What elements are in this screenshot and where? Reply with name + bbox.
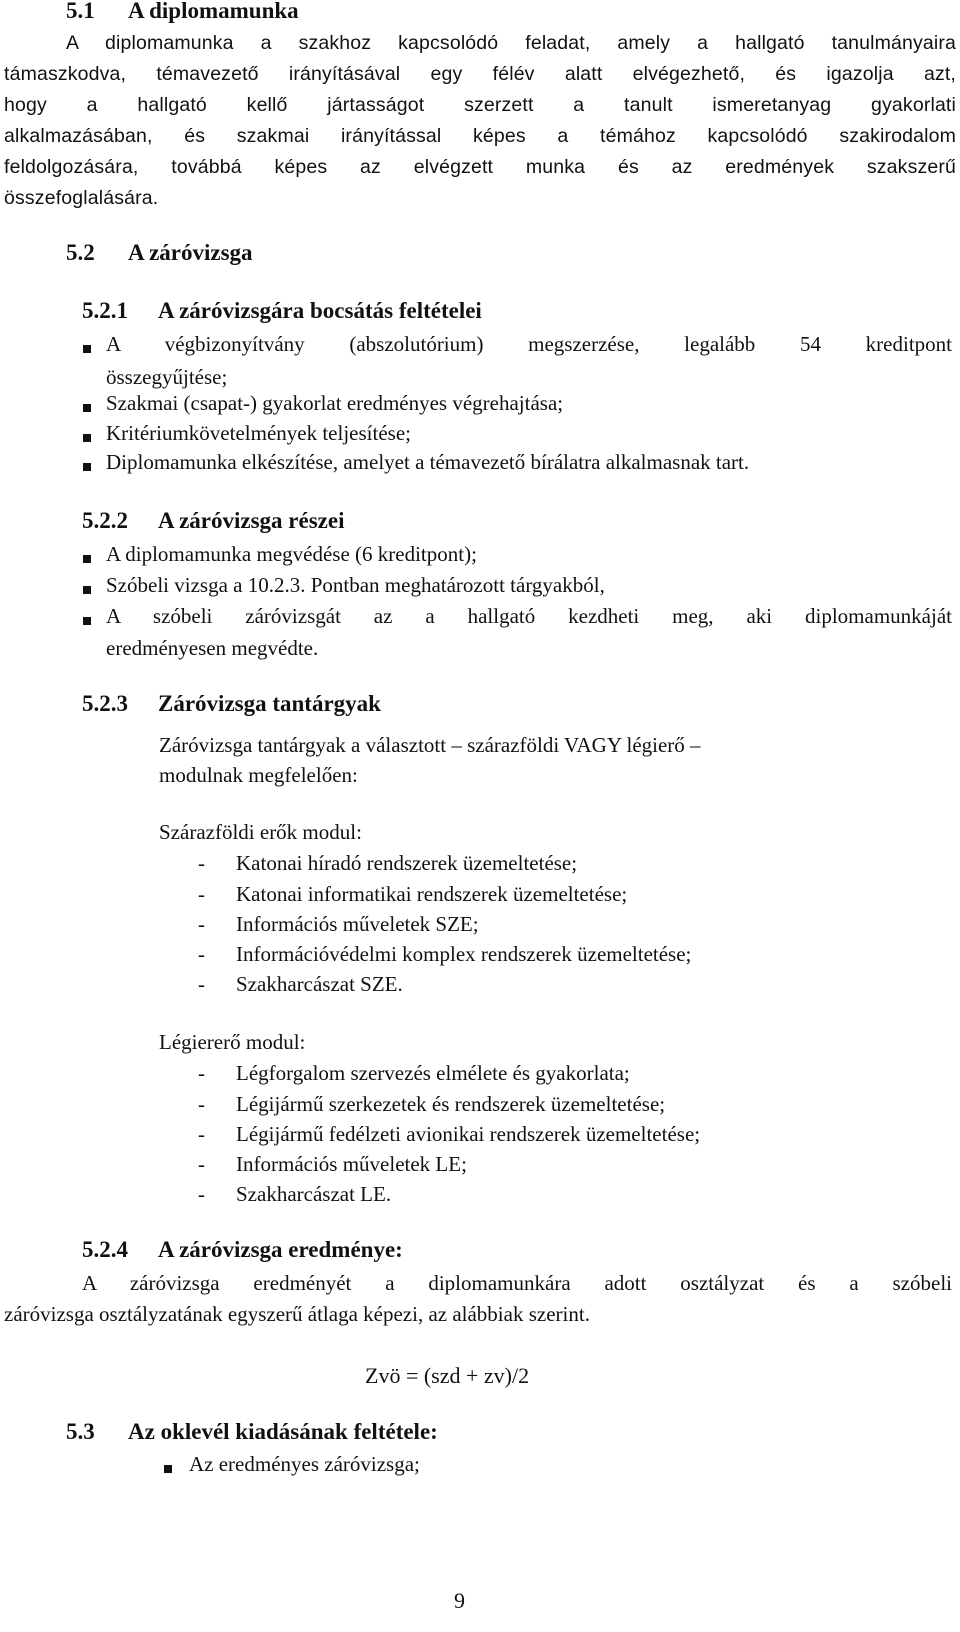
subjects-intro-line: Záróvizsga tantárgyak a választott – szárazföldi VAGY légierő – <box>159 733 701 757</box>
bullet-icon <box>83 586 91 594</box>
section-title: A záróvizsga <box>128 240 253 265</box>
section-number: 5.1 <box>66 0 95 23</box>
section-title: A diplomamunka <box>128 0 299 23</box>
list-item-text: A diplomamunka megvédése (6 kreditpont); <box>106 542 477 566</box>
paragraph-line: támaszkodva, témavezető irányításával egy félév alatt elvégezhető, és igazolja azt, <box>4 63 956 85</box>
section-title: A záróvizsgára bocsátás feltételei <box>158 298 482 323</box>
paragraph-line: összefoglalására. <box>4 187 159 209</box>
section-number: 5.2.4 <box>82 1237 128 1262</box>
section-title: Az oklevél kiadásának feltétele: <box>128 1419 438 1444</box>
page-number: 9 <box>454 1588 465 1613</box>
list-item-continuation: eredményesen megvédte. <box>106 636 319 660</box>
subjects-intro-line: modulnak megfelelően: <box>159 763 358 787</box>
paragraph-line: hogy a hallgató kellő jártasságot szerzett a tanult ismeretanyag gyakorlati <box>4 94 956 116</box>
section-number: 5.3 <box>66 1419 95 1444</box>
section-5-2-3-heading <box>82 691 381 717</box>
dash-list-item: - Katonai híradó rendszerek üzemeltetése; <box>198 851 578 875</box>
list-item-text: A végbizonyítvány (abszolutórium) megszerzése, legalább 54 kreditpont <box>106 332 952 356</box>
bullet-icon <box>164 1465 172 1473</box>
section-number: 5.2 <box>66 240 95 265</box>
list-item-continuation: összegyűjtése; <box>106 365 228 389</box>
section-number: 5.2.1 <box>82 298 128 323</box>
section-title: A záróvizsga részei <box>158 508 345 533</box>
dash-list-item: - Légijármű szerkezetek és rendszerek üzemeltetése; <box>198 1092 666 1116</box>
bullet-icon <box>83 617 91 625</box>
section-5-2-1-heading <box>82 298 482 324</box>
section-number: 5.2.2 <box>82 508 128 533</box>
section-number: 5.2.3 <box>82 691 128 716</box>
list-item-text: Az eredményes záróvizsga; <box>189 1452 420 1476</box>
dash-list-item: - Légforgalom szervezés elmélete és gyakorlata; <box>198 1061 630 1085</box>
section-title: A záróvizsga eredménye: <box>158 1237 403 1262</box>
bullet-icon <box>83 463 91 471</box>
grade-formula: Zvö = (szd + zv)/2 <box>365 1363 530 1388</box>
dash-list-item: - Információvédelmi komplex rendszerek üzemeltetése; <box>198 942 692 966</box>
result-paragraph-line: A záróvizsga eredményét a diplomamunkára adott osztályzat és a szóbeli <box>82 1271 952 1295</box>
section-5-1-heading <box>66 0 299 24</box>
list-item-text: Kritériumkövetelmények teljesítése; <box>106 421 411 445</box>
list-item-text: Diplomamunka elkészítése, amelyet a témavezető bírálatra alkalmasnak tart. <box>106 450 750 474</box>
list-item <box>106 332 952 357</box>
bullet-icon <box>83 404 91 412</box>
list-item-text: A szóbeli záróvizsgát az a hallgató kezdheti meg, aki diplomamunkáját <box>106 604 952 628</box>
dash-list-item: - Szakharcászat SZE. <box>198 972 403 996</box>
dash-list-item: - Légijármű fedélzeti avionikai rendszerek üzemeltetése; <box>198 1122 701 1146</box>
section-5-3-heading <box>66 1419 438 1445</box>
dash-list-item: - Információs műveletek SZE; <box>198 912 479 936</box>
paragraph-line: feldolgozására, továbbá képes az elvégzett munka és az eredmények szakszerű <box>4 156 956 178</box>
dash-list-item: - Szakharcászat LE. <box>198 1182 392 1206</box>
bullet-icon <box>83 434 91 442</box>
bullet-icon <box>83 345 91 353</box>
result-paragraph-line: záróvizsga osztályzatának egyszerű átlaga képezi, az alábbiak szerint. <box>4 1302 590 1326</box>
list-item-text: Szakmai (csapat-) gyakorlat eredményes végrehajtása; <box>106 391 564 415</box>
list-item-text: Szóbeli vizsga a 10.2.3. Pontban meghatározott tárgyakból, <box>106 573 605 597</box>
bullet-icon <box>83 555 91 563</box>
dash-list-item: - Információs műveletek LE; <box>198 1152 467 1176</box>
list-item <box>106 604 952 629</box>
section-5-2-2-heading <box>82 508 344 534</box>
section-5-1-paragraph <box>4 32 956 218</box>
paragraph-line: A diplomamunka a szakhoz kapcsolódó feladat, amely a hallgató tanulmányaira <box>66 32 956 54</box>
section-5-2-heading <box>66 240 253 266</box>
paragraph-line: alkalmazásában, és szakmai irányítással képes a témához kapcsolódó szakirodalom <box>4 125 956 147</box>
air-module-heading: Légiererő modul: <box>159 1030 306 1054</box>
dash-list-item: - Katonai informatikai rendszerek üzemeltetése; <box>198 882 628 906</box>
land-module-heading: Szárazföldi erők modul: <box>159 820 362 844</box>
section-title: Záróvizsga tantárgyak <box>158 691 381 716</box>
section-5-2-4-heading <box>82 1237 403 1263</box>
